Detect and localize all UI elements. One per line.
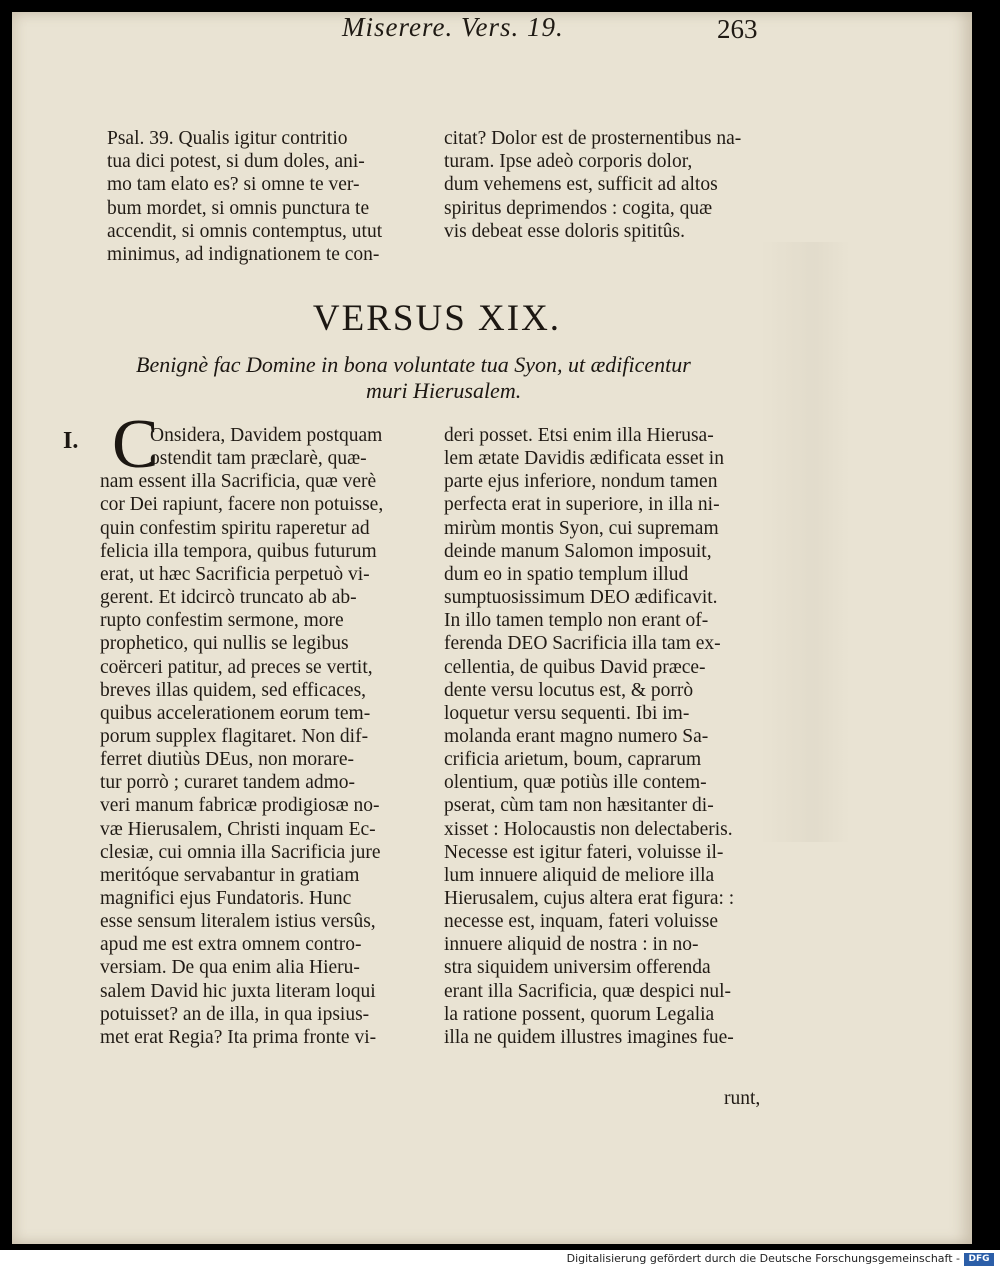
top-right-line: vis debeat esse doloris spititûs. [444, 220, 686, 242]
body-right-line: dente versu locutus est, & porrò [444, 679, 694, 701]
top-left-line: accendit, si omnis contemptus, utut [107, 220, 383, 242]
verse-text-line-2: muri Hierusalem. [366, 378, 522, 403]
body-left-line: nam essent illa Sacrificia, quæ verè [100, 471, 377, 493]
body-left-line: salem David hic juxta literam loqui [100, 980, 376, 1002]
top-right-line: spiritus deprimendos : cogita, quæ [444, 197, 713, 219]
body-right-line: cellentia, de quibus David præce- [444, 656, 706, 678]
body-left-line: potuisset? an de illa, in qua ipsius- [100, 1003, 370, 1025]
body-right-line: erant illa Sacrificia, quæ despici nul- [444, 980, 731, 1002]
dfg-logo: DFG [964, 1253, 994, 1266]
body-left-line: breves illas quidem, sed efficaces, [100, 679, 367, 701]
body-left-line: gerent. Et idcircò truncato ab ab- [100, 587, 357, 609]
body-right-line: parte ejus inferiore, nondum tamen [444, 471, 718, 493]
body-left-line: cor Dei rapiunt, facere non potuisse, [100, 494, 384, 516]
drop-initial: C [112, 406, 159, 483]
body-left-line: ostendit tam præclarè, quæ- [150, 448, 367, 470]
body-left-line: veri manum fabricæ prodigiosæ no- [100, 795, 380, 817]
body-right-line: ferenda DEO Sacrificia illa tam ex- [444, 633, 721, 655]
body-left-line: apud me est extra omnem contro- [100, 934, 362, 956]
body-left-line: clesiæ, cui omnia illa Sacrificia jure [100, 841, 381, 863]
body-left-line: Onsidera, Davidem postquam [150, 425, 383, 446]
body-left-line: tur porrò ; curaret tandem admo- [100, 772, 356, 794]
book-page [12, 12, 972, 1244]
body-right-line: dum eo in spatio templum illud [444, 563, 689, 585]
body-right-line: necesse est, inquam, fateri voluisse [444, 911, 718, 933]
top-left-line: tua dici potest, si dum doles, ani- [107, 151, 365, 173]
show-through-shadow [760, 242, 850, 842]
body-right-line: innuere aliquid de nostra : in no- [444, 934, 699, 956]
top-left-line: mo tam elato es? si omne te ver- [107, 174, 360, 196]
body-right-line: deinde manum Salomon imposuit, [444, 540, 712, 562]
top-right-line: turam. Ipse adeò corporis dolor, [444, 151, 693, 173]
body-right-line: illa ne quidem illustres imagines fue- [444, 1026, 734, 1048]
body-right-line: sumptuosissimum DEO ædificavit. [444, 587, 718, 609]
verse-text-line-1: Benignè fac Domine in bona voluntate tua Syon, ut ædificentur [136, 352, 691, 377]
body-left-line: magnifici ejus Fundatoris. Hunc [100, 888, 352, 909]
top-left-line: bum mordet, si omnis punctura te [107, 197, 370, 219]
top-left-line: minimus, ad indignationem te con- [107, 244, 380, 265]
body-right-line: perfecta erat in superiore, in illa ni- [444, 494, 720, 516]
body-left-line: felicia illa tempora, quibus futurum [100, 540, 377, 562]
body-right-line: molanda erant magno numero Sa- [444, 725, 709, 747]
page-number: 263 [717, 14, 758, 44]
digitization-footer [0, 1250, 1000, 1270]
body-left-line: quin confestim spiritu raperetur ad [100, 517, 370, 539]
body-right-line: stra siquidem universim offerenda [444, 957, 711, 979]
body-right-line: lem ætate Davidis ædificata esset in [444, 448, 724, 470]
body-right-line: pserat, cùm tam non hæsitanter di- [444, 795, 714, 817]
body-left-line: esse sensum literalem istius versûs, [100, 911, 376, 933]
body-left-line: versiam. De qua enim alia Hieru- [100, 957, 360, 979]
body-right-line: la ratione possent, quorum Legalia [444, 1003, 715, 1025]
body-right-line: xisset : Holocaustis non delectaberis. [444, 818, 733, 840]
body-left-line: væ Hierusalem, Christi inquam Ec- [100, 818, 376, 840]
body-right-line: deri posset. Etsi enim illa Hierusa- [444, 425, 714, 446]
body-right-line: lum innuere aliquid de meliore illa [444, 864, 715, 886]
body-left-line: coërceri patitur, ad preces se vertit, [100, 656, 373, 678]
body-left-line: prophetico, qui nullis se legibus [100, 633, 349, 655]
body-right-line: Hierusalem, cujus altera erat figura: : [444, 888, 735, 909]
body-right-line: loquetur versu sequenti. Ibi im- [444, 702, 690, 724]
body-right-line: In illo tamen templo non erant of- [444, 610, 709, 632]
body-left-line: met erat Regia? Ita prima fronte vi- [100, 1026, 377, 1048]
body-right-line: olentium, quæ potiùs ille contem- [444, 772, 707, 794]
body-left-line: quibus accelerationem eorum tem- [100, 702, 371, 724]
body-left-line: porum supplex flagitaret. Non dif- [100, 725, 369, 747]
running-title: Miserere. Vers. 19. [342, 12, 564, 42]
body-left-line: erat, ut hæc Sacrificia perpetuò vi- [100, 563, 370, 585]
top-right-line: dum vehemens est, sufficit ad altos [444, 174, 718, 196]
section-heading: VERSUS XIX. [312, 298, 562, 339]
body-left-line: rupto confestim sermone, more [100, 610, 344, 632]
catchword: runt, [724, 1088, 761, 1109]
body-right-line: crificia arietum, boum, caprarum [444, 749, 702, 771]
top-left-line: Psal. 39. Qualis igitur contritio [107, 128, 348, 149]
paragraph-number: I. [63, 428, 79, 454]
running-head [12, 12, 972, 48]
body-left-line: meritóque servabantur in gratiam [100, 864, 360, 886]
footer-credit: Digitalisierung gefördert durch die Deutsche Forschungsgemeinschaft - [566, 1252, 960, 1265]
body-right-line: mirùm montis Syon, cui supremam [444, 517, 719, 539]
body-right-line: Necesse est igitur fateri, voluisse il- [444, 841, 724, 863]
body-left-line: ferret diutiùs DEus, non morare- [100, 749, 354, 771]
top-right-line: citat? Dolor est de prosternentibus na- [444, 128, 742, 149]
